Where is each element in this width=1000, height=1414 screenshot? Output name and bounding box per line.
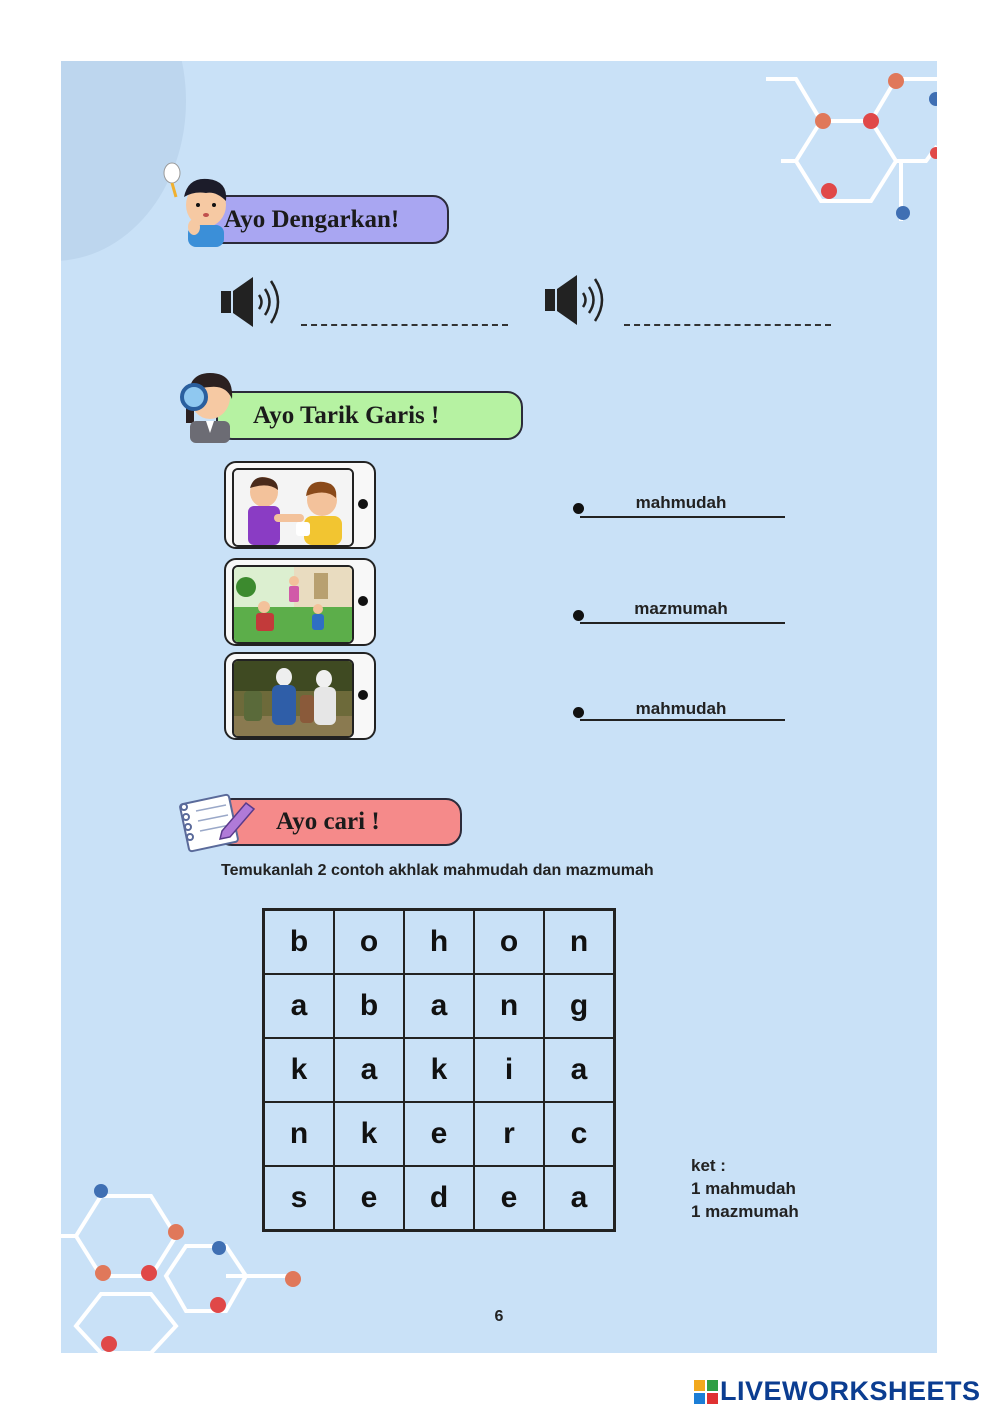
- boy-character: [156, 157, 234, 247]
- speaker-icon[interactable]: [543, 273, 615, 329]
- picture-match-dot-3[interactable]: [358, 690, 368, 700]
- grid-cell[interactable]: a: [334, 1038, 404, 1102]
- picture-card-3: [224, 652, 376, 740]
- match-label-3: mahmudah: [635, 699, 727, 718]
- grid-cell[interactable]: n: [544, 910, 614, 974]
- grid-cell[interactable]: a: [544, 1166, 614, 1230]
- legend-note: [691, 1154, 799, 1223]
- grid-cell[interactable]: a: [404, 974, 474, 1038]
- legend-line-2: 1 mazmumah: [691, 1202, 799, 1221]
- picture-children-helping: [232, 468, 354, 547]
- grid-cell[interactable]: o: [334, 910, 404, 974]
- grid-cell[interactable]: k: [264, 1038, 334, 1102]
- grid-cell[interactable]: r: [474, 1102, 544, 1166]
- legend-line-1: 1 mahmudah: [691, 1179, 796, 1198]
- grid-cell[interactable]: n: [474, 974, 544, 1038]
- liveworksheets-logo-text: LIVEWORKSHEETS: [720, 1376, 981, 1406]
- grid-cell[interactable]: k: [334, 1102, 404, 1166]
- label-underline-1: [580, 516, 785, 518]
- picture-match-dot-1[interactable]: [358, 499, 368, 509]
- section-title-match: Ayo Tarik Garis !: [253, 401, 440, 429]
- label-match-dot-3[interactable]: [573, 707, 584, 718]
- label-underline-2: [580, 622, 785, 624]
- grid-cell[interactable]: k: [404, 1038, 474, 1102]
- listen-answer-line-1[interactable]: [301, 324, 508, 326]
- picture-card-2: [224, 558, 376, 646]
- grid-cell[interactable]: b: [264, 910, 334, 974]
- grid-cell[interactable]: g: [544, 974, 614, 1038]
- grid-cell[interactable]: e: [334, 1166, 404, 1230]
- label-match-dot-2[interactable]: [573, 610, 584, 621]
- grid-cell[interactable]: i: [474, 1038, 544, 1102]
- match-label-2: mazmumah: [634, 599, 728, 618]
- grid-cell[interactable]: n: [264, 1102, 334, 1166]
- picture-match-dot-2[interactable]: [358, 596, 368, 606]
- page-number: 6: [494, 1308, 504, 1325]
- grid-cell[interactable]: e: [474, 1166, 544, 1230]
- notepad-pencil-icon: [174, 791, 256, 853]
- search-instruction: Temukanlah 2 contoh akhlak mahmudah dan mazmumah: [221, 862, 654, 879]
- grid-cell[interactable]: a: [544, 1038, 614, 1102]
- grid-cell[interactable]: s: [264, 1166, 334, 1230]
- picture-card-1: [224, 461, 376, 549]
- picture-family-gardening: [232, 565, 354, 644]
- grid-cell[interactable]: o: [474, 910, 544, 974]
- picture-helping-elder: [232, 659, 354, 738]
- section-title-search: Ayo cari !: [276, 808, 380, 835]
- grid-cell[interactable]: d: [404, 1166, 474, 1230]
- section-title-listen: Ayo Dengarkan!: [224, 205, 400, 233]
- hexagon-decoration-top: [761, 61, 937, 231]
- section-banner-listen: [206, 195, 449, 244]
- grid-cell[interactable]: a: [264, 974, 334, 1038]
- listen-answer-line-2[interactable]: [624, 324, 831, 326]
- speaker-icon[interactable]: [219, 275, 291, 331]
- liveworksheets-logo-mark: [694, 1380, 718, 1404]
- grid-cell[interactable]: c: [544, 1102, 614, 1166]
- liveworksheets-logo[interactable]: [694, 1376, 981, 1407]
- grid-cell[interactable]: b: [334, 974, 404, 1038]
- label-match-dot-1[interactable]: [573, 503, 584, 514]
- section-banner-match: [216, 391, 523, 440]
- magnifier-girl-character: [178, 367, 238, 443]
- grid-cell[interactable]: e: [404, 1102, 474, 1166]
- worksheet-page: [61, 61, 937, 1353]
- label-underline-3: [580, 719, 785, 721]
- match-label-1: mahmudah: [635, 493, 727, 512]
- word-search-grid: [262, 908, 616, 1232]
- legend-title: ket :: [691, 1156, 726, 1175]
- grid-cell[interactable]: h: [404, 910, 474, 974]
